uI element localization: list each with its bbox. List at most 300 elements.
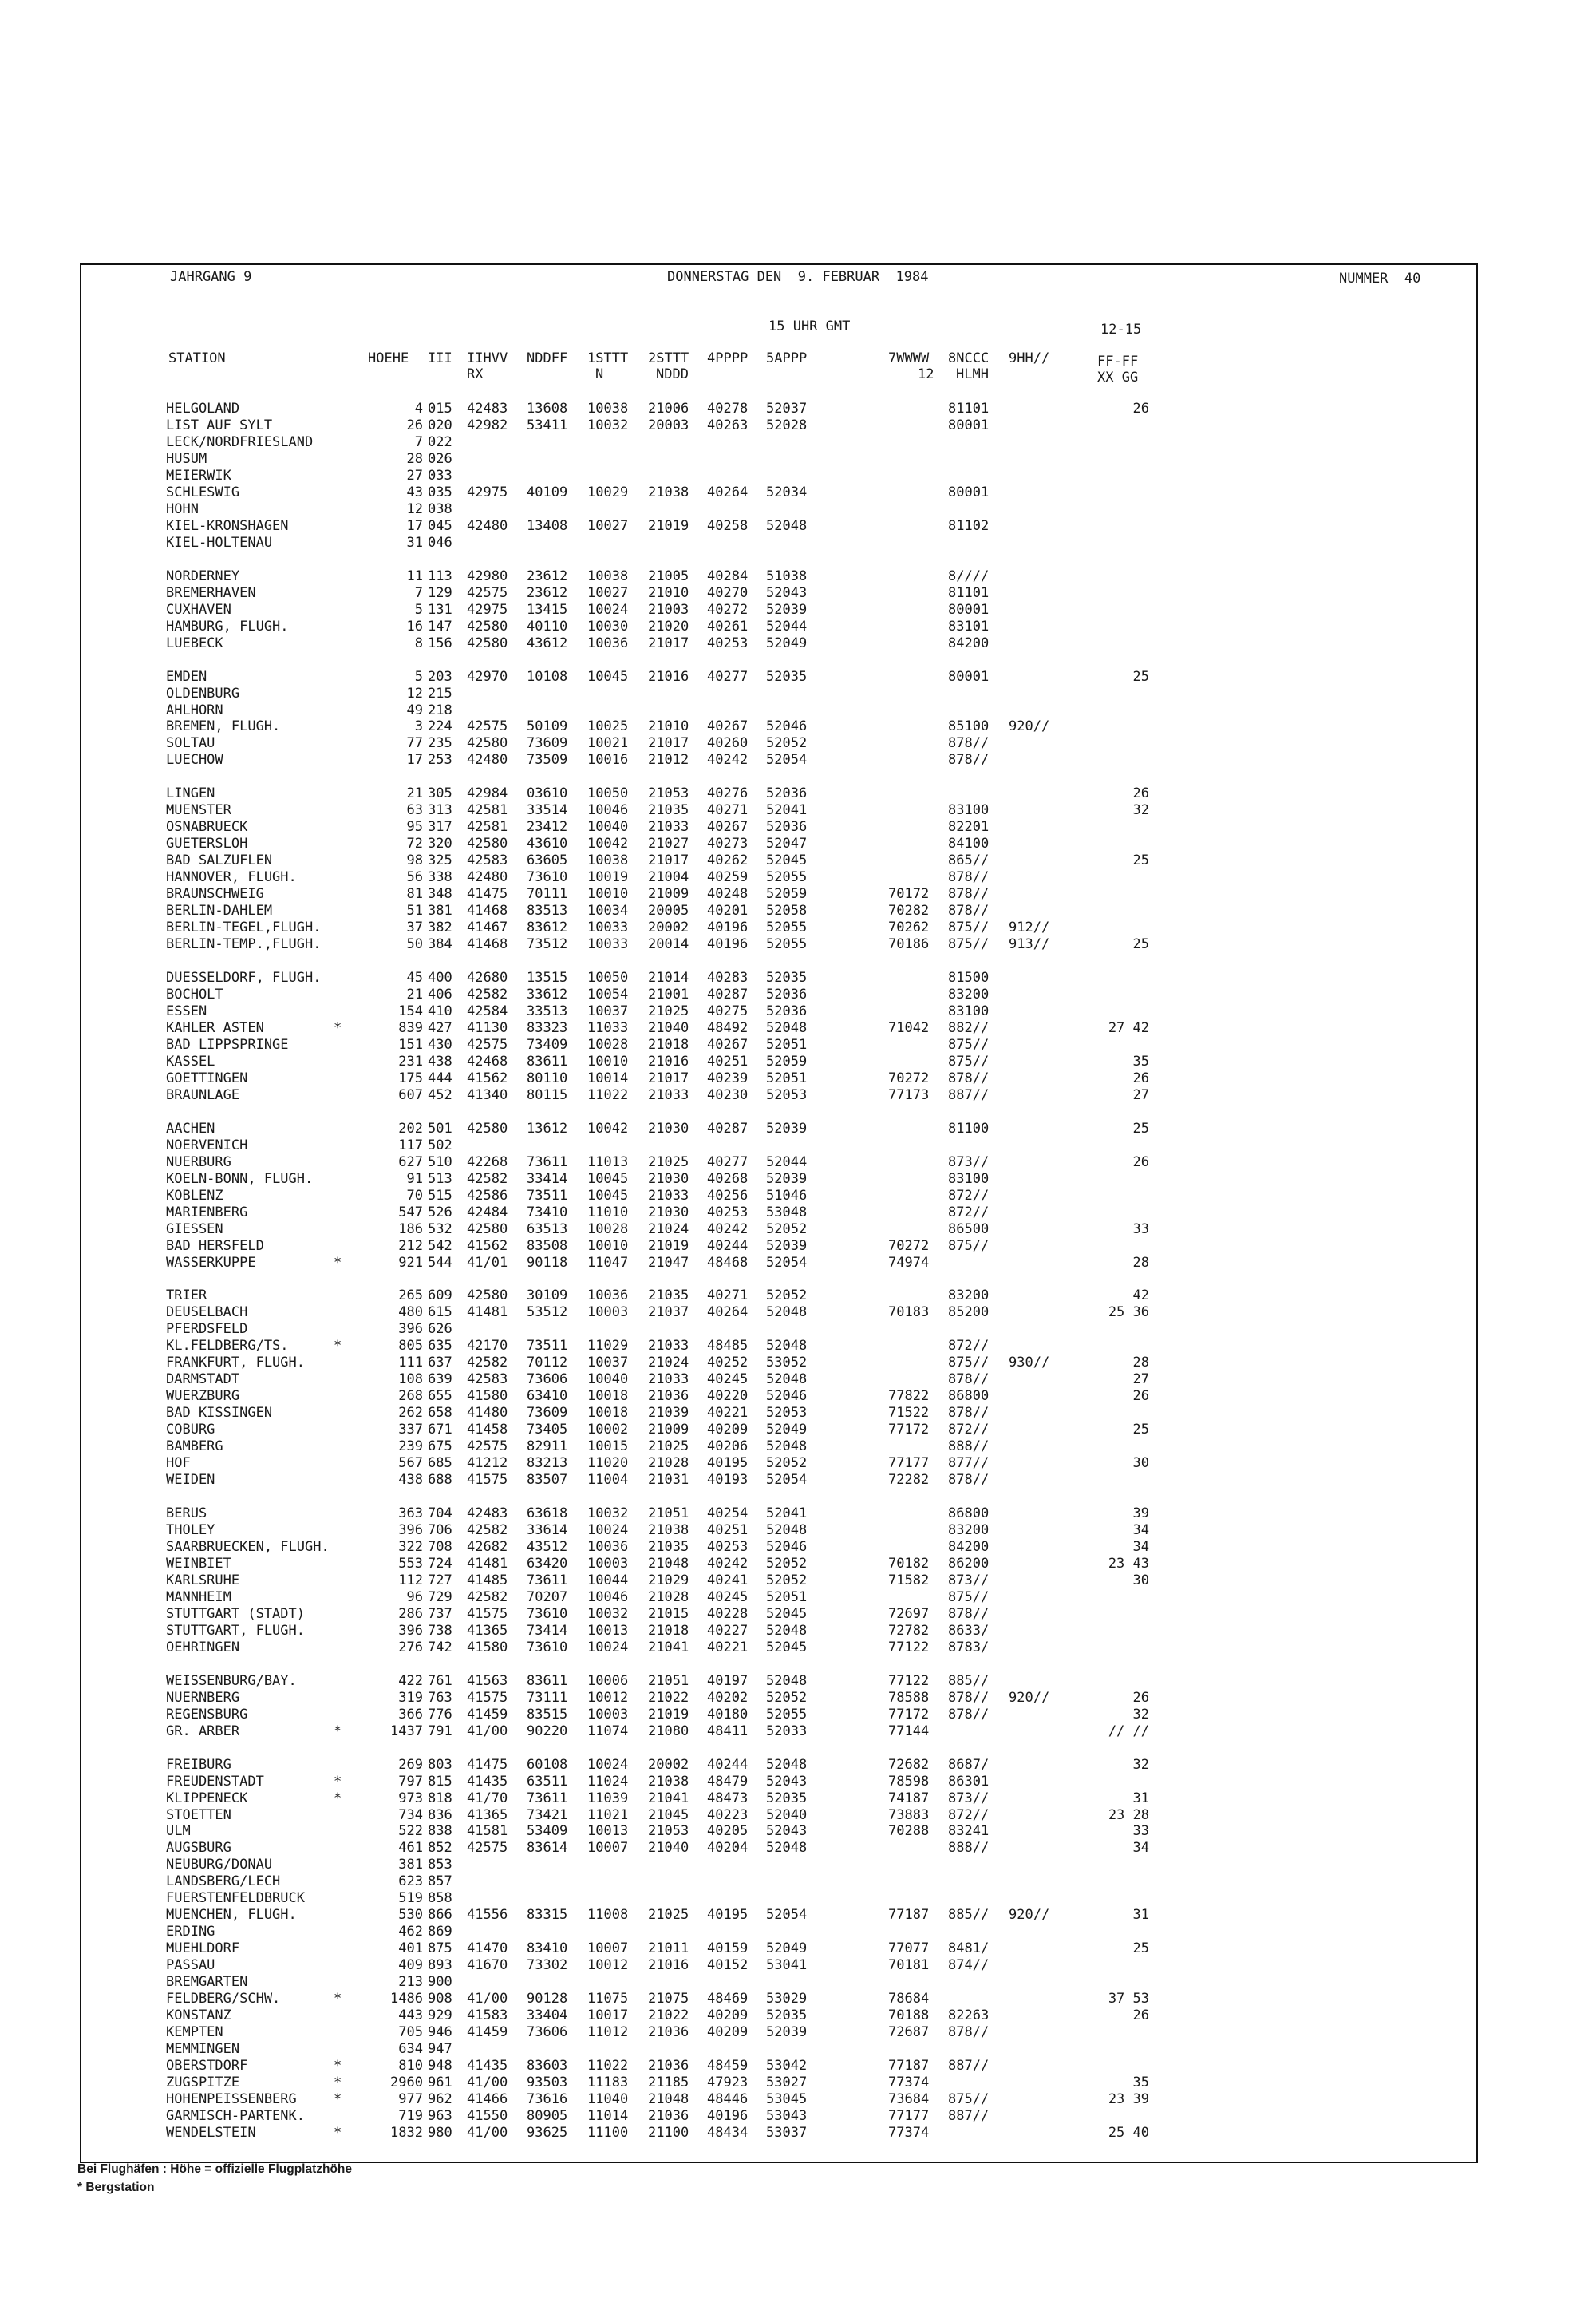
table-cell: 72782 [888, 1622, 930, 1639]
table-cell: 21010 [648, 718, 689, 735]
table-cell: 77172 [888, 1422, 930, 1438]
table-cell: 21045 [648, 1806, 689, 1823]
table-cell: 72697 [888, 1605, 930, 1622]
table-row [0, 485, 1516, 500]
table-cell: 21017 [648, 735, 689, 752]
table-cell: 21027 [648, 836, 689, 852]
table-cell: 791 [428, 1723, 452, 1739]
table-row [0, 1003, 1516, 1019]
table-cell: 913// [1009, 936, 1050, 952]
table-row [0, 1707, 1516, 1723]
table-cell: 03610 [527, 785, 568, 802]
table-cell: 977 [398, 2091, 423, 2107]
table-cell: 21035 [648, 1539, 689, 1555]
table-cell: 83241 [948, 1823, 990, 1840]
table-cell: 63 [406, 802, 423, 819]
table-row [0, 802, 1516, 818]
table-cell: 52036 [766, 785, 808, 802]
table-cell: 882// [948, 1019, 990, 1036]
table-cell: 40221 [707, 1405, 749, 1422]
table-cell: HUSUM [166, 450, 207, 467]
table-cell: 12 [406, 685, 423, 702]
table-cell: 40258 [707, 517, 749, 534]
table-cell: 400 [428, 970, 452, 986]
table-cell: 776 [428, 1706, 452, 1723]
table-row [0, 1388, 1516, 1404]
table-cell: 40287 [707, 1120, 749, 1137]
table-row [0, 518, 1516, 534]
table-cell: 836 [428, 1806, 452, 1823]
table-cell: 461 [398, 1840, 423, 1857]
table-cell: 53045 [766, 2091, 808, 2107]
table-cell: 724 [428, 1555, 452, 1572]
table-cell: 046 [428, 534, 452, 551]
table-cell: 52036 [766, 1003, 808, 1019]
table-cell: 31 [1132, 1907, 1149, 1924]
table-cell: 51046 [766, 1187, 808, 1204]
table-cell: 77 [406, 735, 423, 752]
table-cell: 515 [428, 1187, 452, 1204]
table-cell: 878// [948, 1472, 990, 1489]
table-cell: 26 [1132, 401, 1149, 417]
table-cell: 42580 [467, 618, 508, 635]
table-cell: 42575 [467, 718, 508, 735]
table-cell: 40260 [707, 735, 749, 752]
table-cell: 52052 [766, 1689, 808, 1706]
table-cell: 42 [1132, 1287, 1149, 1304]
table-cell: 797 [398, 1773, 423, 1790]
table-cell: 48492 [707, 1019, 749, 1036]
table-cell: 21017 [648, 1070, 689, 1086]
table-cell: 10019 [587, 869, 629, 886]
table-cell: 21080 [648, 1723, 689, 1739]
table-cell: 438 [428, 1053, 452, 1070]
table-cell: 52052 [766, 1220, 808, 1237]
table-cell: 269 [398, 1756, 423, 1773]
table-cell: 21035 [648, 802, 689, 819]
table-cell: 25 [1132, 936, 1149, 952]
table-cell: 20002 [648, 920, 689, 936]
table-cell: 73509 [527, 752, 568, 769]
table-cell: 52048 [766, 1438, 808, 1455]
table-cell: 40261 [707, 618, 749, 635]
table-cell: 98 [406, 852, 423, 869]
table-cell: 52046 [766, 718, 808, 735]
table-cell: 265 [398, 1287, 423, 1304]
table-cell: 888// [948, 1438, 990, 1455]
table-cell: 872// [948, 1422, 990, 1438]
table-cell: 658 [428, 1405, 452, 1422]
table-cell: 41485 [467, 1572, 508, 1588]
table-cell: 10002 [587, 1422, 629, 1438]
table-cell: 73610 [527, 1639, 568, 1655]
table-cell: 17 [406, 517, 423, 534]
table-row [0, 1037, 1516, 1053]
table-cell: 40263 [707, 417, 749, 433]
table-cell: 40251 [707, 1053, 749, 1070]
table-cell: 40245 [707, 1371, 749, 1388]
table-cell: 10042 [587, 836, 629, 852]
table-cell: 42581 [467, 802, 508, 819]
table-cell: 930// [1009, 1355, 1050, 1371]
table-cell: 52035 [766, 1790, 808, 1806]
table-cell: OBERSTDORF [166, 2058, 248, 2074]
table-cell: 21041 [648, 1790, 689, 1806]
col-1sttt-sub: N [595, 366, 604, 382]
table-cell: 83611 [527, 1672, 568, 1689]
table-cell: 33514 [527, 802, 568, 819]
table-row [0, 1304, 1516, 1320]
table-cell: 73409 [527, 1036, 568, 1053]
table-cell: 40221 [707, 1639, 749, 1655]
table-cell: 10028 [587, 1220, 629, 1237]
table-cell: MUENCHEN, FLUGH. [166, 1907, 297, 1924]
table-row [0, 1171, 1516, 1187]
table-cell: 23 39 [1108, 2091, 1149, 2107]
table-cell: 872// [948, 1187, 990, 1204]
table-cell: 73421 [527, 1806, 568, 1823]
table-cell: 90220 [527, 1723, 568, 1739]
table-cell: 480 [398, 1304, 423, 1321]
table-cell: 10024 [587, 1522, 629, 1538]
table-row [0, 852, 1516, 868]
table-cell: 42582 [467, 1355, 508, 1371]
table-cell: 71042 [888, 1019, 930, 1036]
table-cell: 52039 [766, 1120, 808, 1137]
col-2sttt: 2STTT [648, 350, 689, 366]
table-cell: 1486 [390, 1991, 423, 2007]
table-cell: 839 [398, 1019, 423, 1036]
table-cell: STUTTGART (STADT) [166, 1605, 305, 1622]
table-cell: 48446 [707, 2091, 749, 2107]
table-cell: 42483 [467, 401, 508, 417]
table-cell: 52048 [766, 1304, 808, 1321]
table-cell: 022 [428, 433, 452, 450]
table-cell: 23 28 [1108, 1806, 1149, 1823]
table-cell: 961 [428, 2075, 452, 2090]
table-cell: 10030 [587, 618, 629, 635]
table-cell: 2960 [390, 2075, 423, 2090]
table-cell: 42581 [467, 819, 508, 836]
table-cell: 70183 [888, 1304, 930, 1321]
table-cell: 626 [428, 1321, 452, 1338]
table-cell: * [334, 2124, 342, 2141]
table-cell: 25 36 [1108, 1304, 1149, 1321]
table-cell: WEIDEN [166, 1472, 215, 1489]
table-cell: 48469 [707, 1991, 749, 2007]
table-cell: 56 [406, 869, 423, 886]
table-cell: * [334, 1254, 342, 1271]
table-cell: 72682 [888, 1756, 930, 1773]
table-cell: 11014 [587, 2107, 629, 2124]
table-row [0, 1321, 1516, 1337]
table-cell: BERUS [166, 1505, 207, 1521]
table-cell: KIEL-KRONSHAGEN [166, 517, 289, 534]
table-cell: 41/70 [467, 1790, 508, 1806]
table-cell: 10018 [587, 1388, 629, 1405]
col-ff: FF-FF [1097, 354, 1139, 370]
table-cell: 10033 [587, 936, 629, 952]
table-cell: 40256 [707, 1187, 749, 1204]
table-cell: 319 [398, 1689, 423, 1706]
table-cell: 878// [948, 1706, 990, 1723]
table-cell: 11033 [587, 1019, 629, 1036]
table-cell: 40277 [707, 1153, 749, 1170]
table-cell: ESSEN [166, 1003, 207, 1019]
table-cell: 73609 [527, 1405, 568, 1422]
table-cell: 026 [428, 450, 452, 467]
table-cell: 10016 [587, 752, 629, 769]
table-row [0, 401, 1516, 417]
table-cell: BRAUNLAGE [166, 1086, 240, 1103]
table-cell: 20005 [648, 903, 689, 920]
col-7wwww: 7WWWW [888, 350, 930, 366]
table-cell: DARMSTADT [166, 1371, 240, 1388]
table-cell: 74187 [888, 1790, 930, 1806]
table-cell: 41466 [467, 2091, 508, 2107]
table-cell: FREUDENSTADT [166, 1773, 264, 1790]
table-cell: 858 [428, 1890, 452, 1907]
table-row [0, 1890, 1516, 1906]
table-cell: MANNHEIM [166, 1588, 231, 1605]
date-label: DONNERSTAG DEN 9. FEBRUAR 1984 [667, 269, 929, 285]
table-cell: HOHN [166, 500, 199, 517]
table-cell: 857 [428, 1873, 452, 1890]
table-cell: 52051 [766, 1036, 808, 1053]
table-row [0, 903, 1516, 919]
table-cell: 73111 [527, 1689, 568, 1706]
table-cell: BRAUNSCHWEIG [166, 886, 264, 903]
table-cell: 70112 [527, 1355, 568, 1371]
table-row [0, 2007, 1516, 2023]
table-cell: 85100 [948, 718, 990, 735]
table-cell: 41/00 [467, 1991, 508, 2007]
table-cell: 13415 [527, 601, 568, 618]
table-cell: 13612 [527, 1120, 568, 1137]
table-cell: 21028 [648, 1455, 689, 1472]
table-cell: 21033 [648, 1338, 689, 1355]
table-cell: ERDING [166, 1924, 215, 1940]
table-cell: * [334, 1773, 342, 1790]
table-cell: 21038 [648, 1522, 689, 1538]
table-cell: 875// [948, 1036, 990, 1053]
table-cell: 77177 [888, 1455, 930, 1472]
table-cell: 42580 [467, 635, 508, 651]
table-cell: 10032 [587, 1505, 629, 1521]
table-cell: 52048 [766, 1019, 808, 1036]
table-cell: 40267 [707, 1036, 749, 1053]
table-cell: 77822 [888, 1388, 930, 1405]
table-cell: 40270 [707, 584, 749, 601]
table-cell: 348 [428, 886, 452, 903]
table-cell: 962 [428, 2091, 452, 2107]
table-cell: 10040 [587, 819, 629, 836]
table-cell: 52052 [766, 1455, 808, 1472]
table-cell: 80001 [948, 601, 990, 618]
table-cell: 83100 [948, 802, 990, 819]
table-cell: EMDEN [166, 668, 207, 685]
table-cell: 52048 [766, 1338, 808, 1355]
table-cell: 21024 [648, 1220, 689, 1237]
table-cell: MUEHLDORF [166, 1940, 240, 1957]
table-cell: 627 [398, 1153, 423, 1170]
table-cell: 52045 [766, 1605, 808, 1622]
table-cell: 519 [398, 1890, 423, 1907]
table-row [0, 920, 1516, 935]
table-cell: 920// [1009, 718, 1050, 735]
table-cell: SAARBRUECKEN, FLUGH. [166, 1539, 330, 1555]
table-cell: 52053 [766, 1405, 808, 1422]
table-row [0, 836, 1516, 852]
table-cell: KIEL-HOLTENAU [166, 534, 273, 551]
table-cell: 384 [428, 936, 452, 952]
table-cell: 803 [428, 1756, 452, 1773]
table-cell: 52049 [766, 1422, 808, 1438]
table-cell: 685 [428, 1455, 452, 1472]
table-cell: 381 [398, 1857, 423, 1873]
table-row [0, 1070, 1516, 1086]
table-cell: 21012 [648, 752, 689, 769]
table-cell: 20014 [648, 936, 689, 952]
table-cell: 10017 [587, 2007, 629, 2024]
table-cell: 52055 [766, 1706, 808, 1723]
table-cell: 25 [1132, 1422, 1149, 1438]
table-cell: 51038 [766, 568, 808, 584]
table-cell: 947 [428, 2041, 452, 2058]
table-cell: 83101 [948, 618, 990, 635]
table-cell: 262 [398, 1405, 423, 1422]
table-cell: 10003 [587, 1706, 629, 1723]
table-cell: 52028 [766, 417, 808, 433]
table-cell: 84200 [948, 1539, 990, 1555]
table-cell: 42580 [467, 1120, 508, 1137]
table-cell: 409 [398, 1957, 423, 1974]
table-cell: SOLTAU [166, 735, 215, 752]
table-row [0, 1907, 1516, 1923]
table-cell: 40180 [707, 1706, 749, 1723]
table-cell: 40227 [707, 1622, 749, 1639]
table-cell: 10010 [587, 886, 629, 903]
table-cell: 41481 [467, 1555, 508, 1572]
table-cell: 438 [398, 1472, 423, 1489]
table-cell: 52055 [766, 936, 808, 952]
table-cell: 530 [398, 1907, 423, 1924]
table-cell: 33513 [527, 1003, 568, 1019]
table-cell: 286 [398, 1605, 423, 1622]
table-cell: 52058 [766, 903, 808, 920]
table-cell: 11183 [587, 2075, 629, 2090]
table-cell: 41468 [467, 936, 508, 952]
table-cell: 42480 [467, 752, 508, 769]
table-cell: 84200 [948, 635, 990, 651]
table-cell: 21038 [648, 1773, 689, 1790]
table-cell: 21019 [648, 517, 689, 534]
table-cell: BAD KISSINGEN [166, 1405, 273, 1422]
table-cell: 41575 [467, 1472, 508, 1489]
table-cell: 40223 [707, 1806, 749, 1823]
table-cell: 708 [428, 1539, 452, 1555]
table-cell: 129 [428, 584, 452, 601]
table-cell: 13515 [527, 970, 568, 986]
table-cell: 33612 [527, 986, 568, 1003]
table-row [0, 1857, 1516, 1873]
table-cell: 52048 [766, 1522, 808, 1538]
table-cell: 615 [428, 1304, 452, 1321]
col-7wwww-sub: 12 [918, 366, 934, 382]
table-cell: 639 [428, 1371, 452, 1388]
table-cell: OLDENBURG [166, 685, 240, 702]
table-cell: 878// [948, 1371, 990, 1388]
table-row [0, 1287, 1516, 1303]
table-row [0, 602, 1516, 618]
table-cell: 40284 [707, 568, 749, 584]
table-cell: 83508 [527, 1237, 568, 1254]
table-cell: 83611 [527, 1053, 568, 1070]
table-cell: 81101 [948, 401, 990, 417]
table-cell: 70181 [888, 1957, 930, 1974]
table-cell: 156 [428, 635, 452, 651]
table-row [0, 1940, 1516, 1956]
table-cell: 40262 [707, 852, 749, 869]
table-cell: 42980 [467, 568, 508, 584]
table-cell: 42484 [467, 1204, 508, 1220]
table-cell: 28 [1132, 1254, 1149, 1271]
table-cell: 34 [1132, 1522, 1149, 1538]
col-5appp: 5APPP [766, 350, 808, 366]
table-cell: 21036 [648, 2107, 689, 2124]
table-row [0, 1556, 1516, 1572]
table-cell: 33414 [527, 1170, 568, 1187]
table-cell: 8//// [948, 568, 990, 584]
table-cell: 11039 [587, 1790, 629, 1806]
table-cell: 742 [428, 1639, 452, 1655]
table-cell: 77144 [888, 1723, 930, 1739]
table-cell: 83323 [527, 1019, 568, 1036]
table-cell: 878// [948, 1605, 990, 1622]
table-cell: 869 [428, 1924, 452, 1940]
table-row [0, 1188, 1516, 1204]
table-cell: 872// [948, 1338, 990, 1355]
table-cell: 81 [406, 886, 423, 903]
table-cell: 52043 [766, 584, 808, 601]
table-cell: 10032 [587, 417, 629, 433]
table-cell: 406 [428, 986, 452, 1003]
table-cell: 40195 [707, 1907, 749, 1924]
table-cell: STOETTEN [166, 1806, 231, 1823]
table-cell: 40209 [707, 1422, 749, 1438]
table-row [0, 1020, 1516, 1036]
table-cell: NUERBURG [166, 1153, 231, 1170]
table-cell: 52048 [766, 1672, 808, 1689]
table-cell: LIST AUF SYLT [166, 417, 273, 433]
table-cell: 42970 [467, 668, 508, 685]
table-cell: 567 [398, 1455, 423, 1472]
table-cell: // // [1108, 1723, 1149, 1739]
table-cell: 52046 [766, 1539, 808, 1555]
table-cell: 921 [398, 1254, 423, 1271]
table-cell: 41480 [467, 1405, 508, 1422]
table-cell: 452 [428, 1086, 452, 1103]
table-cell: 42582 [467, 1588, 508, 1605]
table-cell: 40201 [707, 903, 749, 920]
table-cell: 40228 [707, 1605, 749, 1622]
table-cell: 888// [948, 1840, 990, 1857]
table-cell: 5 [414, 668, 423, 685]
table-cell: 10036 [587, 1287, 629, 1304]
table-cell: 513 [428, 1170, 452, 1187]
table-row [0, 1221, 1516, 1237]
table-cell: 10046 [587, 802, 629, 819]
